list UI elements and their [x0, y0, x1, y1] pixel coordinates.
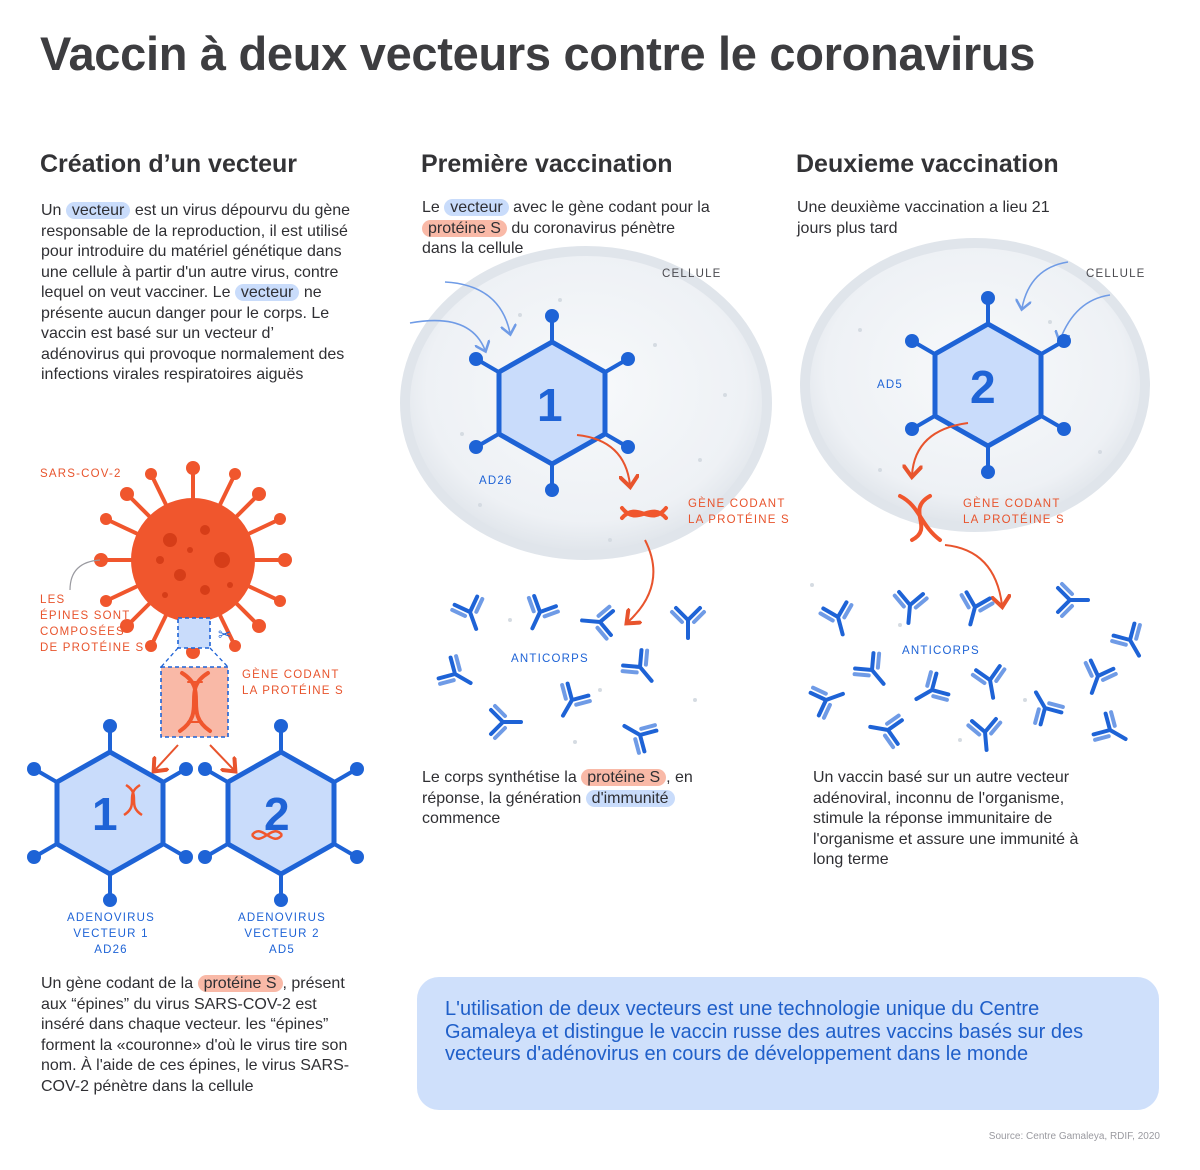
antibodies-label-1: ANTICORPS: [511, 653, 589, 665]
antibodies-group-1: [437, 594, 704, 754]
col3-outro: Un vaccin basé sur un autre vecteur adénoviral, inconnu de l'organisme, stimule la réponse immunitaire de l'organisme et assure une immunité à long terme: [813, 769, 1079, 868]
col1-outro: Un gène codant de la protéine S , présent aux “épines” du virus SARS-COV-2 est inséré dans chaque vecteur. les “épines” forment la «couronne» d'où le virus tire son nom. À l'aide de ces épines, le virus SARS-COV-2 pénètre dans la cellule: [41, 975, 350, 1095]
gene-label-col2: GÈNE CODANT LA PROTÉINE S: [688, 498, 790, 526]
antibodies-label-2: ANTICORPS: [902, 645, 980, 657]
scissors-icon: ✂: [218, 627, 232, 644]
highlight-immunite: d'immunité: [586, 790, 675, 807]
highlight-proteine-s: protéine S: [198, 975, 283, 992]
ad5-label: AD5: [877, 379, 903, 391]
gene-label-col1: GÈNE CODANT LA PROTÉINE S: [242, 669, 344, 697]
antibodies-group-2: [809, 584, 1153, 753]
highlight-vecteur: vecteur: [66, 202, 130, 219]
spike-highlight-box: [178, 618, 210, 648]
vector2-label: ADENOVIRUS VECTEUR 2 AD5: [237, 912, 327, 956]
col1-intro: Un vecteur est un virus dépourvu du gène responsable de la reproduction, il est utilisé pour introduire du matériel génétique dans une cellule à partir d'un autre virus, contre lequel on veut vacciner. Le vecteur ne présente aucun danger pour le corps. Le vaccin est basé sur un vecteur d’ adénovirus qui provoque normalement des infections virales respiratoires aiguës: [41, 202, 351, 383]
col2-outro: Le corps synthétise la protéine S , en réponse, la génération d'immunité commence: [422, 769, 693, 827]
ad26-number: 1: [537, 379, 563, 431]
col2-heading: Première vaccination: [421, 150, 673, 178]
spikes-label: LES ÉPINES SONT COMPOSÉES DE PROTÉINE S: [40, 594, 145, 654]
sars-cov-2-label: SARS-COV-2: [40, 468, 122, 480]
vector1-number: 1: [92, 788, 118, 840]
spike-pointer-line: [70, 560, 100, 590]
ad26-label: AD26: [479, 475, 513, 487]
col3-heading: Deuxieme vaccination: [796, 150, 1059, 178]
highlight-proteine-s: protéine S: [581, 769, 666, 786]
highlight-vecteur: vecteur: [444, 199, 508, 216]
cell-label-2: CELLULE: [1086, 268, 1146, 280]
gene-label-col3: GÈNE CODANT LA PROTÉINE S: [963, 498, 1065, 526]
cell-label-1: CELLULE: [662, 268, 722, 280]
page-title: Vaccin à deux vecteurs contre le coronavirus: [40, 27, 1036, 80]
source-note: Source: Centre Gamaleya, RDIF, 2020: [988, 1131, 1160, 1142]
col3-intro: Une deuxième vaccination a lieu 21 jours plus tard: [797, 199, 1050, 237]
highlight-vecteur: vecteur: [235, 284, 299, 301]
vector2-number: 2: [264, 788, 290, 840]
col1-heading: Création d’un vecteur: [40, 150, 297, 178]
highlight-proteine-s: protéine S: [422, 220, 507, 237]
col2-intro: Le vecteur avec le gène codant pour la protéine S du coronavirus pénètre dans la cellule: [422, 199, 710, 257]
info-box-text: L'utilisation de deux vecteurs est une technologie unique du Centre Gamaleya et distingue le vaccin russe des autres vaccins basés sur des vecteurs d'adénovirus en cours de développement dans le monde: [445, 998, 1084, 1065]
vector1-label: ADENOVIRUS VECTEUR 1 AD26: [66, 912, 156, 956]
ad5-number: 2: [970, 361, 996, 413]
